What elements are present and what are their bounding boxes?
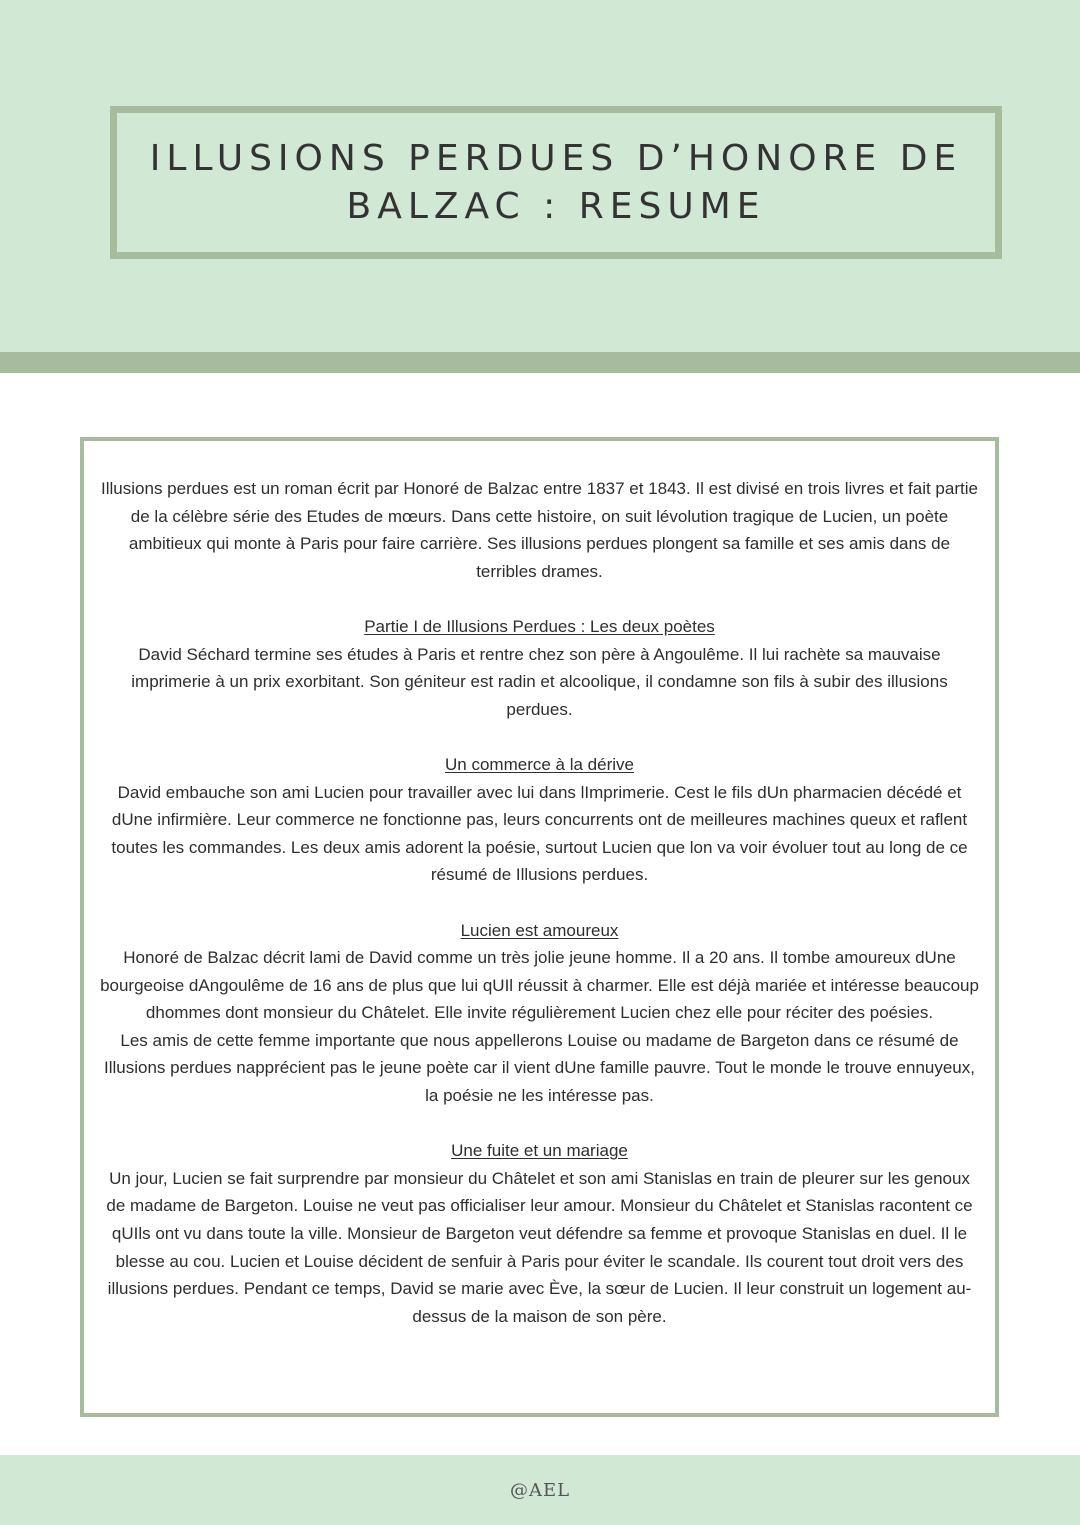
section-lucien-amoureux bbox=[98, 917, 981, 1110]
section-les-deux-poetes bbox=[98, 613, 981, 723]
intro-paragraph: Illusions perdues est un roman écrit par Honoré de Balzac entre 1837 et 1843. Il est divisé en trois livres et fait partie de la célèbre série des Etudes de mœurs. Dans cette histoire, on suit lévolution tragique de Lucien, un poète ambitieux qui monte à Paris pour faire carrière. Ses illusions perdues plongent sa famille et ses amis dans de terribles drames. bbox=[101, 479, 978, 581]
page-title: ILLUSIONS PERDUES D’HONORE DE BALZAC : RESUME bbox=[149, 137, 963, 227]
header-divider-stripe bbox=[0, 352, 1080, 373]
section-heading: Lucien est amoureux bbox=[460, 920, 619, 940]
section-heading: Un commerce à la dérive bbox=[445, 754, 634, 774]
footer-band bbox=[0, 1455, 1080, 1525]
summary-frame bbox=[80, 437, 999, 1417]
section-heading: Une fuite et un mariage bbox=[451, 1141, 628, 1161]
author-handle: @AEL bbox=[509, 1479, 571, 1501]
title-frame bbox=[110, 106, 1002, 259]
section-paragraph: David embauche son ami Lucien pour travailler avec lui dans lImprimerie. Cest le fils dUn pharmacien décédé et dUne infirmière. Leur commerce ne fonctionne pas, leurs concurrents ont de meilleures machines queux et raflent toutes les commandes. Les deux amis adorent la poésie, surtout Lucien que lon va voir évoluer tout au long de ce résumé de Illusions perdues. bbox=[111, 782, 968, 885]
section-paragraph: David Séchard termine ses études à Paris et rentre chez son père à Angoulême. Il lui rachète sa mauvaise imprimerie à un prix exorbitant. Son géniteur est radin et alcoolique, il condamne son fils à subir des illusions perdues. bbox=[131, 644, 948, 719]
section-paragraph: Honoré de Balzac décrit lami de David comme un très jolie jeune homme. Il a 20 ans. Il tombe amoureux dUne bourgeoise dAngoulême de 16 ans de plus que lui qUIl réussit à charmer. Elle est déjà mariée et intéresse beaucoup dhommes dont monsieur du Châtelet. Elle invite régulièrement Lucien chez elle pour réciter des poésies. bbox=[100, 948, 979, 1023]
section-fuite-mariage bbox=[98, 1137, 981, 1330]
section-paragraph: Les amis de cette femme importante que nous appellerons Louise ou madame de Bargeton dans ce résumé de Illusions perdues napprécient pas le jeune poète car il vient dUne famille pauvre. Tout le monde le trouve ennuyeux, la poésie ne les intéresse pas. bbox=[103, 1030, 975, 1106]
section-paragraph: Un jour, Lucien se fait surprendre par monsieur du Châtelet et son ami Stanislas en train de pleurer sur les genoux de madame de Bargeton. Louise ne veut pas officialiser leur amour. Monsieur du Châtelet et Stanislas racontent ce qUIls ont vu dans toute la ville. Monsieur de Bargeton veut défendre sa femme et provoque Stanislas en duel. Il le blesse au cou. Lucien et Louise décident de senfuir à Paris pour éviter le scandale. Ils courent tout droit vers des illusions perdues. Pendant ce temps, David se marie avec Ève, la sœur de Lucien. Il leur construit un logement au-dessus de la maison de son père. bbox=[106, 1168, 973, 1326]
section-heading: Partie I de Illusions Perdues : Les deux poètes bbox=[364, 616, 715, 636]
section-commerce-derive bbox=[98, 751, 981, 889]
